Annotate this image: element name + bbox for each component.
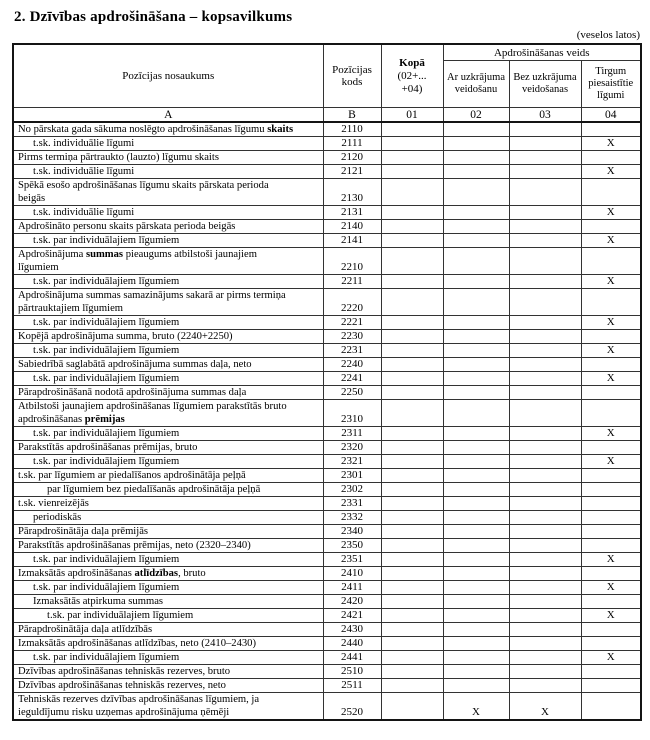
row-label-cell: Apdrošināto personu skaits pārskata perioda beigās — [13, 220, 323, 234]
value-cell — [381, 651, 443, 665]
value-cell — [509, 206, 581, 220]
mark-cell: X — [581, 137, 641, 151]
row-label-cell: t.sk. par individuālajiem līgumiem — [13, 275, 323, 289]
mark-cell: X — [443, 693, 509, 721]
value-cell — [509, 344, 581, 358]
value-cell — [509, 386, 581, 400]
mark-cell: X — [581, 165, 641, 179]
table-row — [13, 469, 641, 483]
value-cell — [509, 595, 581, 609]
row-code-cell: 2410 — [323, 567, 381, 581]
value-cell — [509, 275, 581, 289]
mark-cell: X — [581, 372, 641, 386]
value-cell — [581, 679, 641, 693]
value-cell — [581, 469, 641, 483]
table-row — [13, 623, 641, 637]
value-cell — [381, 427, 443, 441]
table-row — [13, 693, 641, 721]
table-row — [13, 248, 641, 275]
value-cell — [443, 609, 509, 623]
row-label-cell: t.sk. individuālie līgumi — [13, 206, 323, 220]
col-header-without-savings: Bez uzkrājuma veidošanas — [509, 61, 581, 108]
value-cell — [509, 497, 581, 511]
value-cell — [443, 165, 509, 179]
value-cell — [381, 455, 443, 469]
table-row — [13, 455, 641, 469]
row-code-cell: 2320 — [323, 441, 381, 455]
table-row — [13, 220, 641, 234]
value-cell — [509, 441, 581, 455]
value-cell — [443, 679, 509, 693]
value-cell — [443, 469, 509, 483]
row-code-cell: 2110 — [323, 122, 381, 137]
value-cell — [381, 248, 443, 275]
value-cell — [381, 344, 443, 358]
scanned-report-page — [0, 9, 650, 740]
value-cell — [443, 122, 509, 137]
value-cell — [443, 289, 509, 316]
value-cell — [381, 567, 443, 581]
value-cell — [509, 165, 581, 179]
value-cell — [443, 623, 509, 637]
table-row — [13, 441, 641, 455]
value-cell — [443, 344, 509, 358]
value-cell — [509, 220, 581, 234]
value-cell — [509, 539, 581, 553]
row-label-cell: Tehniskās rezerves dzīvības apdrošināšanas līgumiem, ja ieguldījumu risku uzņemas apdrošinājuma ņēmēji — [13, 693, 323, 721]
row-label-cell: t.sk. vienreizējās — [13, 497, 323, 511]
row-label-cell: Pārapdrošināšanā nodotā apdrošinājuma summas daļa — [13, 386, 323, 400]
row-label-cell: t.sk. par individuālajiem līgumiem — [13, 234, 323, 248]
table-row — [13, 330, 641, 344]
value-cell — [581, 567, 641, 581]
row-label-cell: t.sk. par individuālajiem līgumiem — [13, 581, 323, 595]
row-code-cell: 2210 — [323, 248, 381, 275]
unit-note: (veselos latos) — [576, 29, 640, 41]
value-cell — [509, 525, 581, 539]
table-row — [13, 553, 641, 567]
row-code-cell: 2240 — [323, 358, 381, 372]
value-cell — [509, 567, 581, 581]
value-cell — [581, 483, 641, 497]
life-insurance-summary-table — [12, 43, 642, 721]
value-cell — [509, 553, 581, 567]
row-label-cell: Apdrošinājuma summas pieaugums atbilstoši jaunajiem līgumiem — [13, 248, 323, 275]
row-label-cell: t.sk. par individuālajiem līgumiem — [13, 427, 323, 441]
row-code-cell: 2440 — [323, 637, 381, 651]
row-code-cell: 2311 — [323, 427, 381, 441]
row-code-cell: 2321 — [323, 455, 381, 469]
value-cell — [381, 539, 443, 553]
row-code-cell: 2411 — [323, 581, 381, 595]
value-cell — [509, 455, 581, 469]
value-cell — [509, 151, 581, 165]
value-cell — [443, 637, 509, 651]
total-label: Kopā — [399, 56, 425, 69]
value-cell — [581, 151, 641, 165]
row-code-cell: 2111 — [323, 137, 381, 151]
col-letter-03: 03 — [509, 108, 581, 123]
row-label-cell: t.sk. par individuālajiem līgumiem — [13, 651, 323, 665]
table-row — [13, 137, 641, 151]
value-cell — [509, 122, 581, 137]
table-row — [13, 179, 641, 206]
value-cell — [381, 289, 443, 316]
value-cell — [581, 623, 641, 637]
value-cell — [581, 665, 641, 679]
row-label-cell: Izmaksātās apdrošināšanas atlīdzības, bruto — [13, 567, 323, 581]
value-cell — [509, 289, 581, 316]
value-cell — [509, 248, 581, 275]
table-row — [13, 289, 641, 316]
col-letter-b: B — [323, 108, 381, 123]
table-row — [13, 151, 641, 165]
row-code-cell: 2130 — [323, 179, 381, 206]
value-cell — [381, 665, 443, 679]
value-cell — [381, 595, 443, 609]
value-cell — [581, 497, 641, 511]
page-title: 2. Dzīvības apdrošināšana – kopsavilkums — [14, 9, 293, 25]
value-cell — [443, 372, 509, 386]
mark-cell: X — [581, 316, 641, 330]
row-label-cell: periodiskās — [13, 511, 323, 525]
value-cell — [509, 427, 581, 441]
mark-cell: X — [581, 553, 641, 567]
value-cell — [443, 179, 509, 206]
value-cell — [381, 220, 443, 234]
value-cell — [381, 637, 443, 651]
value-cell — [381, 525, 443, 539]
value-cell — [443, 234, 509, 248]
value-cell — [509, 330, 581, 344]
table-row — [13, 665, 641, 679]
value-cell — [581, 122, 641, 137]
value-cell — [381, 372, 443, 386]
value-cell — [381, 400, 443, 427]
value-cell — [443, 316, 509, 330]
col-header-insurance-type-group: Apdrošināšanas veids — [443, 44, 641, 61]
row-code-cell: 2511 — [323, 679, 381, 693]
row-label-cell: Kopējā apdrošinājuma summa, bruto (2240+2250) — [13, 330, 323, 344]
value-cell — [581, 248, 641, 275]
row-code-cell: 2141 — [323, 234, 381, 248]
row-code-cell: 2230 — [323, 330, 381, 344]
col-header-position-name: Pozīcijas nosaukums — [13, 44, 323, 108]
table-row — [13, 595, 641, 609]
value-cell — [443, 539, 509, 553]
value-cell — [381, 122, 443, 137]
table-row — [13, 372, 641, 386]
row-code-cell: 2310 — [323, 400, 381, 427]
table-row — [13, 386, 641, 400]
table-row — [13, 609, 641, 623]
value-cell — [443, 651, 509, 665]
value-cell — [381, 206, 443, 220]
value-cell — [443, 275, 509, 289]
row-code-cell: 2350 — [323, 539, 381, 553]
table-row — [13, 511, 641, 525]
mark-cell: X — [581, 275, 641, 289]
row-label-cell: t.sk. par individuālajiem līgumiem — [13, 344, 323, 358]
row-code-cell: 2120 — [323, 151, 381, 165]
value-cell — [509, 651, 581, 665]
value-cell — [509, 637, 581, 651]
row-code-cell: 2221 — [323, 316, 381, 330]
row-code-cell: 2520 — [323, 693, 381, 721]
row-code-cell: 2250 — [323, 386, 381, 400]
value-cell — [581, 511, 641, 525]
table-row — [13, 483, 641, 497]
table-row — [13, 122, 641, 137]
mark-cell: X — [581, 234, 641, 248]
row-label-cell: t.sk. par individuālajiem līgumiem — [13, 609, 323, 623]
col-letter-01: 01 — [381, 108, 443, 123]
value-cell — [581, 525, 641, 539]
row-label-cell: t.sk. par individuālajiem līgumiem — [13, 455, 323, 469]
col-letter-04: 04 — [581, 108, 641, 123]
row-code-cell: 2121 — [323, 165, 381, 179]
value-cell — [509, 623, 581, 637]
value-cell — [381, 469, 443, 483]
value-cell — [381, 679, 443, 693]
value-cell — [509, 511, 581, 525]
value-cell — [443, 441, 509, 455]
value-cell — [443, 151, 509, 165]
table-row — [13, 525, 641, 539]
value-cell — [509, 316, 581, 330]
value-cell — [581, 595, 641, 609]
value-cell — [509, 179, 581, 206]
row-label-cell: No pārskata gada sākuma noslēgto apdrošināšanas līgumu skaits — [13, 122, 323, 137]
row-code-cell: 2131 — [323, 206, 381, 220]
table-row — [13, 567, 641, 581]
table-row — [13, 234, 641, 248]
value-cell — [443, 427, 509, 441]
value-cell — [509, 679, 581, 693]
row-code-cell: 2241 — [323, 372, 381, 386]
row-label-cell: t.sk. par individuālajiem līgumiem — [13, 316, 323, 330]
header-row-groups — [13, 44, 641, 61]
value-cell — [443, 497, 509, 511]
value-cell — [509, 469, 581, 483]
row-label-cell: Atbilstoši jaunajiem apdrošināšanas līgumiem parakstītās bruto apdrošināšanas prēmijas — [13, 400, 323, 427]
value-cell — [443, 483, 509, 497]
value-cell — [581, 179, 641, 206]
row-label-cell: Spēkā esošo apdrošināšanas līgumu skaits pārskata perioda beigās — [13, 179, 323, 206]
value-cell — [443, 330, 509, 344]
value-cell — [381, 358, 443, 372]
table-row — [13, 358, 641, 372]
row-label-cell: t.sk. individuālie līgumi — [13, 165, 323, 179]
row-code-cell: 2421 — [323, 609, 381, 623]
value-cell — [381, 581, 443, 595]
row-label-cell: Pirms termiņa pārtraukto (lauzto) līgumu skaits — [13, 151, 323, 165]
mark-cell: X — [581, 344, 641, 358]
row-label-cell: t.sk. individuālie līgumi — [13, 137, 323, 151]
value-cell — [381, 511, 443, 525]
value-cell — [381, 609, 443, 623]
value-cell — [443, 358, 509, 372]
row-label-cell: par līgumiem bez piedalīšanās apdrošinātāja peļņā — [13, 483, 323, 497]
row-label-cell: Sabiedrībā saglabātā apdrošinājuma summas daļa, neto — [13, 358, 323, 372]
table-header — [13, 44, 641, 122]
table-row — [13, 539, 641, 553]
value-cell — [509, 609, 581, 623]
value-cell — [509, 400, 581, 427]
col-header-with-savings: Ar uzkrājuma veidošanu — [443, 61, 509, 108]
row-code-cell: 2140 — [323, 220, 381, 234]
total-formula-line1: (02+... — [397, 69, 427, 82]
value-cell — [381, 179, 443, 206]
value-cell — [581, 386, 641, 400]
value-cell — [443, 525, 509, 539]
col-header-total — [381, 44, 443, 108]
value-cell — [581, 330, 641, 344]
row-label-cell: Dzīvības apdrošināšanas tehniskās rezerves, neto — [13, 679, 323, 693]
mark-cell: X — [581, 455, 641, 469]
row-label-cell: Parakstītās apdrošināšanas prēmijas, neto (2320–2340) — [13, 539, 323, 553]
value-cell — [443, 595, 509, 609]
row-label-cell: t.sk. par individuālajiem līgumiem — [13, 553, 323, 567]
row-label-cell: Parakstītās apdrošināšanas prēmijas, bruto — [13, 441, 323, 455]
table-row — [13, 316, 641, 330]
value-cell — [381, 553, 443, 567]
value-cell — [381, 693, 443, 721]
table-row — [13, 637, 641, 651]
row-label-cell: t.sk. par individuālajiem līgumiem — [13, 372, 323, 386]
row-code-cell: 2220 — [323, 289, 381, 316]
value-cell — [581, 220, 641, 234]
col-letter-02: 02 — [443, 108, 509, 123]
table-row — [13, 679, 641, 693]
value-cell — [509, 483, 581, 497]
value-cell — [381, 386, 443, 400]
table-row — [13, 400, 641, 427]
value-cell — [381, 316, 443, 330]
row-code-cell: 2340 — [323, 525, 381, 539]
row-label-cell: Pārapdrošinātāja daļa prēmijās — [13, 525, 323, 539]
value-cell — [581, 441, 641, 455]
mark-cell: X — [581, 581, 641, 595]
value-cell — [443, 455, 509, 469]
value-cell — [581, 637, 641, 651]
value-cell — [581, 693, 641, 721]
total-formula-line2: +04) — [401, 82, 423, 95]
row-code-cell: 2332 — [323, 511, 381, 525]
row-code-cell: 2420 — [323, 595, 381, 609]
value-cell — [443, 581, 509, 595]
row-label-cell: Pārapdrošinātāja daļa atlīdzībās — [13, 623, 323, 637]
value-cell — [443, 511, 509, 525]
row-code-cell: 2231 — [323, 344, 381, 358]
value-cell — [381, 151, 443, 165]
row-code-cell: 2301 — [323, 469, 381, 483]
value-cell — [381, 330, 443, 344]
value-cell — [509, 137, 581, 151]
header-letter-row — [13, 108, 641, 123]
mark-cell: X — [509, 693, 581, 721]
table-row — [13, 427, 641, 441]
row-code-cell: 2302 — [323, 483, 381, 497]
value-cell — [381, 441, 443, 455]
mark-cell: X — [581, 609, 641, 623]
value-cell — [443, 400, 509, 427]
value-cell — [443, 137, 509, 151]
value-cell — [443, 206, 509, 220]
row-code-cell: 2351 — [323, 553, 381, 567]
value-cell — [509, 372, 581, 386]
row-code-cell: 2331 — [323, 497, 381, 511]
value-cell — [509, 358, 581, 372]
table-row — [13, 206, 641, 220]
row-code-cell: 2510 — [323, 665, 381, 679]
value-cell — [443, 567, 509, 581]
value-cell — [443, 665, 509, 679]
table-row — [13, 497, 641, 511]
table-row — [13, 581, 641, 595]
value-cell — [381, 623, 443, 637]
value-cell — [381, 483, 443, 497]
table-row — [13, 651, 641, 665]
row-code-cell: 2211 — [323, 275, 381, 289]
value-cell — [381, 234, 443, 248]
value-cell — [443, 553, 509, 567]
value-cell — [581, 358, 641, 372]
row-label-cell: Izmaksātās apdrošināšanas atlīdzības, neto (2410–2430) — [13, 637, 323, 651]
value-cell — [443, 248, 509, 275]
mark-cell: X — [581, 427, 641, 441]
col-letter-a: A — [13, 108, 323, 123]
row-code-cell: 2430 — [323, 623, 381, 637]
table-row — [13, 165, 641, 179]
mark-cell: X — [581, 206, 641, 220]
value-cell — [581, 539, 641, 553]
value-cell — [509, 234, 581, 248]
value-cell — [443, 386, 509, 400]
value-cell — [381, 137, 443, 151]
value-cell — [381, 165, 443, 179]
value-cell — [443, 220, 509, 234]
row-label-cell: Apdrošinājuma summas samazinājums sakarā ar pirms termiņa pārtrauktajiem līgumiem — [13, 289, 323, 316]
table-row — [13, 275, 641, 289]
value-cell — [581, 289, 641, 316]
row-label-cell: Dzīvības apdrošināšanas tehniskās rezerves, bruto — [13, 665, 323, 679]
value-cell — [509, 665, 581, 679]
mark-cell: X — [581, 651, 641, 665]
table-row — [13, 344, 641, 358]
row-label-cell: Izmaksātās atpirkuma summas — [13, 595, 323, 609]
table-body — [13, 122, 641, 720]
value-cell — [381, 497, 443, 511]
row-code-cell: 2441 — [323, 651, 381, 665]
value-cell — [581, 400, 641, 427]
value-cell — [381, 275, 443, 289]
col-header-market-linked: Tirgum piesaistītie līgumi — [581, 61, 641, 108]
col-header-position-code: Pozīcijas kods — [323, 44, 381, 108]
row-label-cell: t.sk. par līgumiem ar piedalīšanos apdrošinātāja peļņā — [13, 469, 323, 483]
value-cell — [509, 581, 581, 595]
